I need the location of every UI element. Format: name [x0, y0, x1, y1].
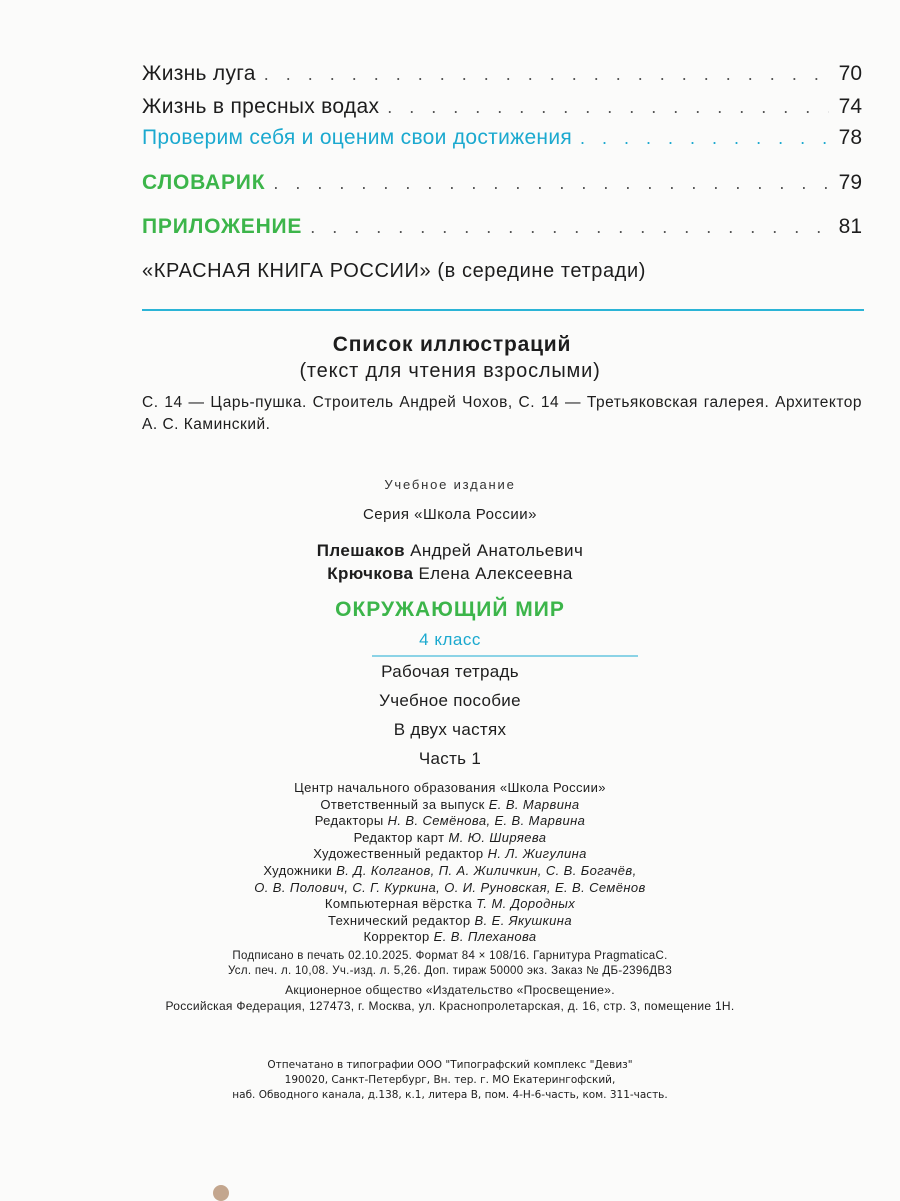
grade-underline [372, 655, 638, 657]
toc-leader-dots [387, 97, 828, 118]
publisher-block [0, 983, 900, 1014]
edition-type: Учебное издание [384, 477, 516, 492]
credit-line [0, 797, 900, 814]
credit-names: Е. В. Плеханова [433, 929, 537, 945]
section-divider [142, 309, 864, 311]
credit-names: Е. В. Марвина [488, 796, 580, 812]
credit-names: В. Е. Якушкина [474, 912, 572, 928]
credit-role: Технический редактор [328, 912, 471, 928]
illustrations-heading: Список иллюстраций [332, 333, 572, 356]
toc-entry [142, 62, 862, 86]
printer-line: Отпечатано в типографии ООО "Типографский комплекс "Девиз" [267, 1059, 633, 1071]
credit-role: Редакторы [314, 813, 384, 829]
credit-line [0, 929, 900, 946]
print-info-line: Усл. печ. л. 10,08. Уч.-изд. л. 5,26. Доп. тираж 50000 экз. Заказ № ДБ-2396ДВ3 [227, 965, 673, 977]
paper-smudge [213, 1185, 229, 1201]
credit-role: Художники [263, 862, 333, 878]
toc-entry [142, 215, 862, 239]
credit-role: Художественный редактор [313, 846, 484, 862]
red-book-note: «КРАСНАЯ КНИГА РОССИИ» (в середине тетради) [142, 260, 646, 282]
illustrations-text: С. 14 — Царь-пушка. Строитель Андрей Чохов, С. 14 — Третьяковская галерея. Архитектор А. С. Каминский. [142, 394, 862, 433]
credit-names: М. Ю. Ширяева [448, 829, 547, 845]
credit-names: В. Д. Колганов, П. А. Жиличкин, С. В. Богачёв, [336, 862, 637, 878]
credit-role: Центр начального образования «Школа России» [294, 780, 606, 795]
credits-block [0, 780, 900, 946]
toc-entry-page: 74 [838, 95, 862, 118]
toc-entry-title: СЛОВАРИК [142, 171, 266, 194]
credit-names: О. В. Полович, С. Г. Куркина, О. И. Руновская, Е. В. Семёнов [254, 879, 646, 895]
toc-leader-dots [310, 217, 828, 238]
credit-line [0, 780, 900, 797]
credit-line [0, 863, 900, 880]
credit-role: Редактор карт [353, 829, 445, 845]
toc-entry-page: 81 [838, 215, 862, 238]
credit-names: Н. В. Семёнова, Е. В. Марвина [387, 813, 586, 829]
author-line [0, 564, 900, 584]
series-name: Серия «Школа России» [362, 506, 538, 523]
credit-line [0, 813, 900, 830]
credit-line [0, 913, 900, 930]
book-kind: Рабочая тетрадь [381, 662, 519, 681]
toc-entry-title: Жизнь в пресных водах [142, 95, 380, 118]
credit-role: Ответственный за выпуск [320, 796, 485, 812]
book-parts: В двух частях [393, 720, 507, 739]
author-line [0, 541, 900, 561]
toc-entry [142, 126, 862, 150]
toc-entry-title: Проверим себя и оценим свои достижения [142, 126, 573, 149]
toc-entry-page: 79 [838, 171, 862, 194]
author-surname: Плешаков [316, 541, 405, 560]
book-category: Учебное пособие [379, 691, 521, 710]
toc-entry-page: 70 [838, 62, 862, 85]
publisher-line: Акционерное общество «Издательство «Просвещение». [285, 983, 615, 997]
print-info-line: Подписано в печать 02.10.2025. Формат 84 × 108/16. Гарнитура PragmaticaC. [232, 950, 668, 962]
author-surname: Крючкова [327, 564, 414, 583]
credit-line [0, 846, 900, 863]
toc-leader-dots [273, 173, 828, 194]
toc-entry-page: 78 [838, 126, 862, 149]
book-subject: ОКРУЖАЮЩИЙ МИР [335, 598, 565, 621]
credit-role: Корректор [363, 929, 430, 945]
credit-names: Т. М. Дородных [476, 896, 576, 912]
toc-entry [142, 95, 862, 119]
toc-entry-title: Жизнь луга [142, 62, 256, 85]
credit-line [0, 896, 900, 913]
author-name: Елена Алексеевна [418, 564, 573, 583]
credit-line [0, 880, 900, 897]
toc-leader-dots [580, 128, 829, 149]
book-grade: 4 класс [419, 630, 481, 649]
illustrations-subtitle: (текст для чтения взрослыми) [299, 360, 601, 382]
author-name: Андрей Анатольевич [410, 541, 584, 560]
book-part-number: Часть 1 [418, 749, 482, 768]
toc-leader-dots [264, 64, 829, 85]
credit-line [0, 830, 900, 847]
credit-names: Н. Л. Жигулина [487, 846, 587, 862]
print-info-block [0, 949, 900, 979]
publisher-line: Российская Федерация, 127473, г. Москва, ул. Краснопролетарская, д. 16, стр. 3, помещение 1Н. [165, 998, 735, 1013]
printer-block [0, 1058, 900, 1103]
toc-entry [142, 171, 862, 195]
printer-line: 190020, Санкт-Петербург, Вн. тер. г. МО Екатерингофский, [284, 1074, 616, 1086]
credit-role: Компьютерная вёрстка [324, 896, 473, 912]
printer-line: наб. Обводного канала, д.138, к.1, литера В, пом. 4-Н-6-часть, ком. 311-часть. [232, 1089, 668, 1101]
toc-entry-title: ПРИЛОЖЕНИЕ [142, 215, 303, 238]
